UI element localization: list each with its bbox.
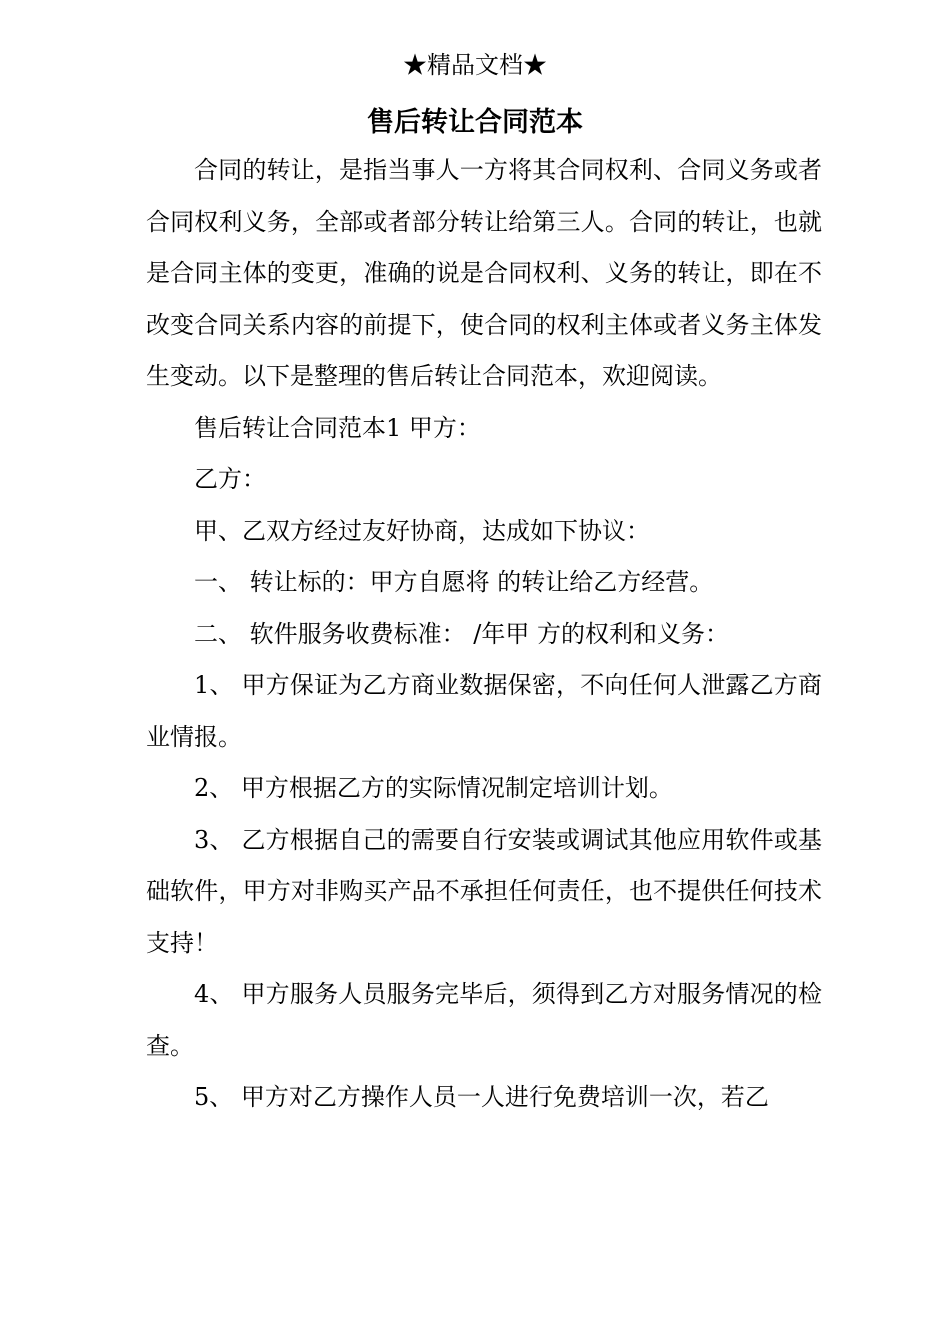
item-4: 4、 甲方服务人员服务完毕后，须得到乙方对服务情况的检查。 [146,980,822,1060]
intro-paragraph: 合同的转让，是指当事人一方将其合同权利、合同义务或者合同权利义务，全部或者部分转让给第三人。合同的转让，也就是合同主体的变更，准确的说是合同权利、义务的转让，即在不改变合同关系内容的前提下，使合同的权利主体或者义务主体发生变动。以下是整理的售后转让合同范本，欢迎阅读。 [146,156,822,390]
party-b-line: 乙方： [194,465,266,493]
document-title: 售后转让合同范本 [367,107,583,138]
contract-heading-party-a: 售后转让合同范本1 甲方： [194,413,481,442]
document-body [146,145,822,1124]
item-2: 2、 甲方根据乙方的实际情况制定培训计划。 [194,774,673,802]
item-1: 1、 甲方保证为乙方商业数据保密，不向任何人泄露乙方商业情报。 [146,671,822,751]
item-3: 3、 乙方根据自己的需要自行安装或调试其他应用软件或基础软件，甲方对非购买产品不承担任何责任，也不提供任何技术支持！ [146,825,822,957]
clause-2: 二、 软件服务收费标准： /年甲 方的权利和义务： [194,619,729,648]
clause-1: 一、 转让标的：甲方自愿将 的转让给乙方经营。 [194,568,714,596]
page-header: ★精品文档★ [403,51,547,79]
agreement-intro: 甲、乙双方经过友好协商，达成如下协议： [194,516,650,545]
item-5: 5、 甲方对乙方操作人员一人进行免费培训一次，若乙 [194,1083,769,1111]
